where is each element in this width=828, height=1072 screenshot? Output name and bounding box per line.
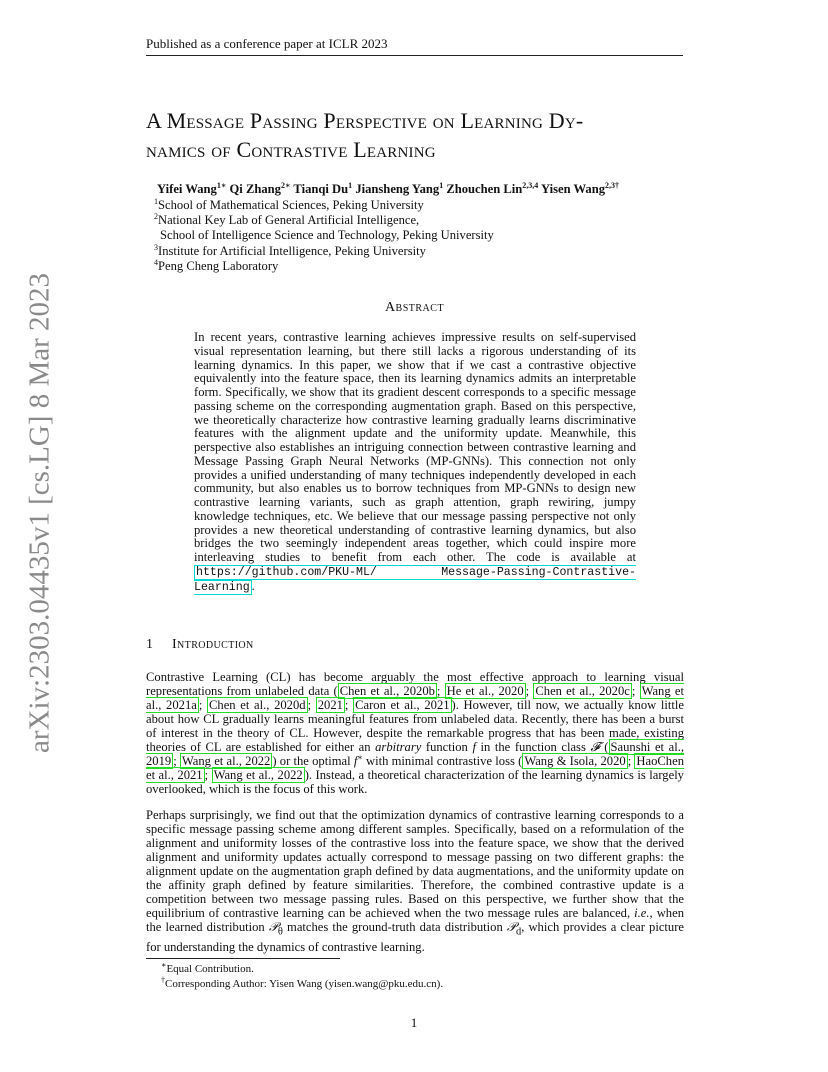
text-run: ; [307, 698, 316, 713]
section-heading [146, 637, 683, 653]
footnote-1 [161, 962, 681, 977]
math-symbol: 𝓕 [590, 740, 600, 755]
text-run: ; [344, 698, 354, 713]
author-sup: 2∗ [280, 180, 291, 190]
affil-text: Institute for Artificial Intelligence, Peking University [158, 243, 426, 258]
footnotes [161, 962, 681, 992]
affil-sup: 4 [154, 257, 158, 267]
text-run: ) or the optimal [272, 754, 354, 769]
text-run: ; [204, 768, 212, 783]
text-run: ). However, till now, we actually know little about how CL gradually learns meaningful features from unlabeled data. Recently, there has been a burst of interest in the theory of CL. However, despite the remarkable progress that has been made, existing theories of CL are established for either an [146, 698, 684, 755]
section-title: Introduction [172, 637, 254, 652]
text-run: ; [525, 684, 534, 699]
text-run: , which provides a clear picture for understanding the dynamics of contrastive learning. [146, 920, 685, 954]
citation-link[interactable]: 2021 [317, 698, 343, 713]
affiliation-4 [154, 259, 674, 274]
citation-link[interactable]: He et al., 2020 [446, 684, 524, 699]
arxiv-sidebar-stamp [20, 272, 60, 754]
citation-link[interactable]: Wang & Isola, 2020 [524, 754, 626, 769]
abstract-heading: Abstract [384, 300, 445, 315]
code-url-line-1[interactable]: https://github.com/PKU-ML/ [196, 565, 377, 579]
citation-link[interactable]: Wang et al., 2021a [146, 684, 684, 713]
affil-sup: 1 [154, 196, 158, 206]
text-run: matches the ground-truth data distribution [282, 920, 507, 935]
citation-link[interactable]: Saunshi et al., 2019 [146, 740, 685, 769]
citation-link[interactable]: Chen et al., 2020c [535, 684, 630, 699]
affiliation-2-cont: School of Intelligence Science and Technology, Peking University [160, 228, 494, 243]
math-symbol: 𝒫 [268, 920, 278, 935]
text-run: with minimal contrastive loss ( [362, 754, 523, 769]
citation-link[interactable]: Caron et al., 2021 [355, 698, 450, 713]
text-run: ; [627, 754, 635, 769]
intro-paragraph-1 [146, 670, 684, 796]
text-run: ( [599, 740, 609, 755]
affiliations [154, 198, 674, 274]
author-sup: 1∗ [216, 180, 227, 190]
math-symbol: f [353, 754, 358, 769]
math-sub: θ [277, 926, 283, 938]
abstract-text: In recent years, contrastive learning achieves impressive results on self-supervised visual representation learning, but there still lacks a rigorous understanding of its learning dynamics. In this paper, we show that if we cast a contrastive objective equivalently into the feature space, then its learning dynamics admits an interpretable form. Specifically, we show that its gradient descent corresponds to a specific message passing scheme on the corresponding augmentation graph. Based on this perspective, we theoretically characterize how contrastive learning gradually learns discriminative features with the alignment update and the uniformity update. Meanwhile, this perspective also establishes an intriguing connection between contrastive learning and Message Passing Graph Neural Networks (MP-GNNs). This connection not only provides a unified understanding of many techniques independently developed in each community, but also enables us to borrow techniques from MP-GNNs to design new contrastive learning variants, such as graph attention, graph rewiring, jumpy knowledge techniques, etc. We believe that our message passing perspective not only provides a new theoretical understanding of contrastive learning dynamics, but also bridges the two seemingly independent areas together, which could inspire more interleaving studies to benefit from each other. The code is available at [194, 330, 636, 564]
text-run: function [421, 740, 473, 755]
text-run: ; [173, 754, 180, 769]
author-name: Qi Zhang [229, 182, 281, 196]
text-run: in the function class [475, 740, 591, 755]
code-url-line-2[interactable]: Message-Passing-Contrastive-Learning [194, 565, 636, 594]
author-sup: 1 [348, 180, 353, 190]
citation-link[interactable]: Chen et al., 2020d [209, 698, 306, 713]
math-symbol: f [472, 740, 476, 755]
author-name: Jiansheng Yang [355, 182, 440, 196]
affil-sup: 3 [154, 242, 158, 252]
text-run: when the learned distribution [146, 906, 684, 935]
text-run: ; [198, 698, 208, 713]
code-link[interactable] [194, 565, 636, 595]
affil-text: Peng Cheng Laboratory [158, 258, 279, 273]
paper-title [146, 106, 691, 164]
affil-sup: 2 [154, 212, 158, 222]
text-run: ; [436, 684, 445, 699]
abstract-end: . [251, 578, 255, 593]
math-symbol: 𝒫 [506, 920, 516, 935]
section-number: 1 [146, 637, 154, 652]
footnote-text: Corresponding Author: Yisen Wang (yisen.wang@pku.edu.cn). [165, 978, 444, 990]
affiliation-3 [154, 244, 674, 259]
math-sub: d [515, 926, 522, 938]
author-list [157, 182, 697, 197]
title-line-2: namics of Contrastive Learning [146, 137, 436, 162]
citation-link[interactable]: HaoChen et al., 2021 [146, 754, 684, 783]
affil-text: National Key Lab of General Artificial Intelligence, [158, 213, 420, 228]
arxiv-id: arXiv:2303.04435v1 [cs.LG] 8 Mar 2023 [23, 272, 56, 754]
affiliation-2 [154, 213, 674, 228]
abstract-body [194, 331, 636, 594]
footnote-text: Equal Contribution. [166, 963, 254, 975]
text-run: Contrastive Learning (CL) has become arguably the most effective approach to learning visual representations from unlabeled data ( [146, 670, 684, 699]
running-header: Published as a conference paper at ICLR 2023 [146, 36, 683, 56]
affil-text: School of Mathematical Sciences, Peking University [158, 198, 424, 212]
math-sup: ∗ [357, 753, 363, 763]
page-number: 1 [410, 1015, 418, 1030]
author-name: Tianqi Du [293, 182, 349, 196]
text-run: ; [631, 684, 640, 699]
footnote-mark: ∗ [161, 960, 167, 970]
text-run: Perhaps surprisingly, we find out that the optimization dynamics of contrastive learning corresponds to a specific message passing scheme among different samples. Specifically, based on a reformulation of the alignment and uniformity losses of the contrastive loss into the feature space, we show that the derived alignment and uniformity updates actually correspond to message passing on two different graphs: the alignment update on the augmentation graph defined by data augmentations, and the uniformity update on the affinity graph defined by feature similarities. Therefore, the combined contrastive update is a competition between two message passing rules. Based on this perspective, we further show that the equilibrium of contrastive learning can be achieved when the two message rules are balanced, [146, 808, 684, 921]
emphasis: arbitrary [375, 740, 422, 755]
emphasis: i.e., [634, 906, 653, 921]
author-name: Yifei Wang [157, 182, 217, 196]
citation-link[interactable]: Chen et al., 2020b [339, 684, 435, 699]
author-sup: 1 [439, 180, 444, 190]
title-line-1: A Message Passing Perspective on Learning Dy- [146, 108, 584, 133]
author-name: Yisen Wang [540, 182, 606, 196]
citation-link[interactable]: Wang et al., 2022 [213, 768, 303, 783]
intro-paragraph-2 [146, 808, 684, 954]
author-name: Zhouchen Lin [446, 182, 523, 196]
text-run: ). Instead, a theoretical characterization of the learning dynamics is largely overlooked, which is the focus of this work. [146, 768, 684, 797]
footnote-mark: † [161, 975, 165, 985]
author-sup: 2,3,4 [522, 180, 539, 190]
citation-link[interactable]: Wang et al., 2022 [181, 754, 271, 769]
footnote-rule [146, 958, 340, 959]
footnote-2 [161, 977, 681, 992]
affiliation-1 [154, 198, 674, 213]
author-sup: 2,3† [605, 180, 620, 190]
